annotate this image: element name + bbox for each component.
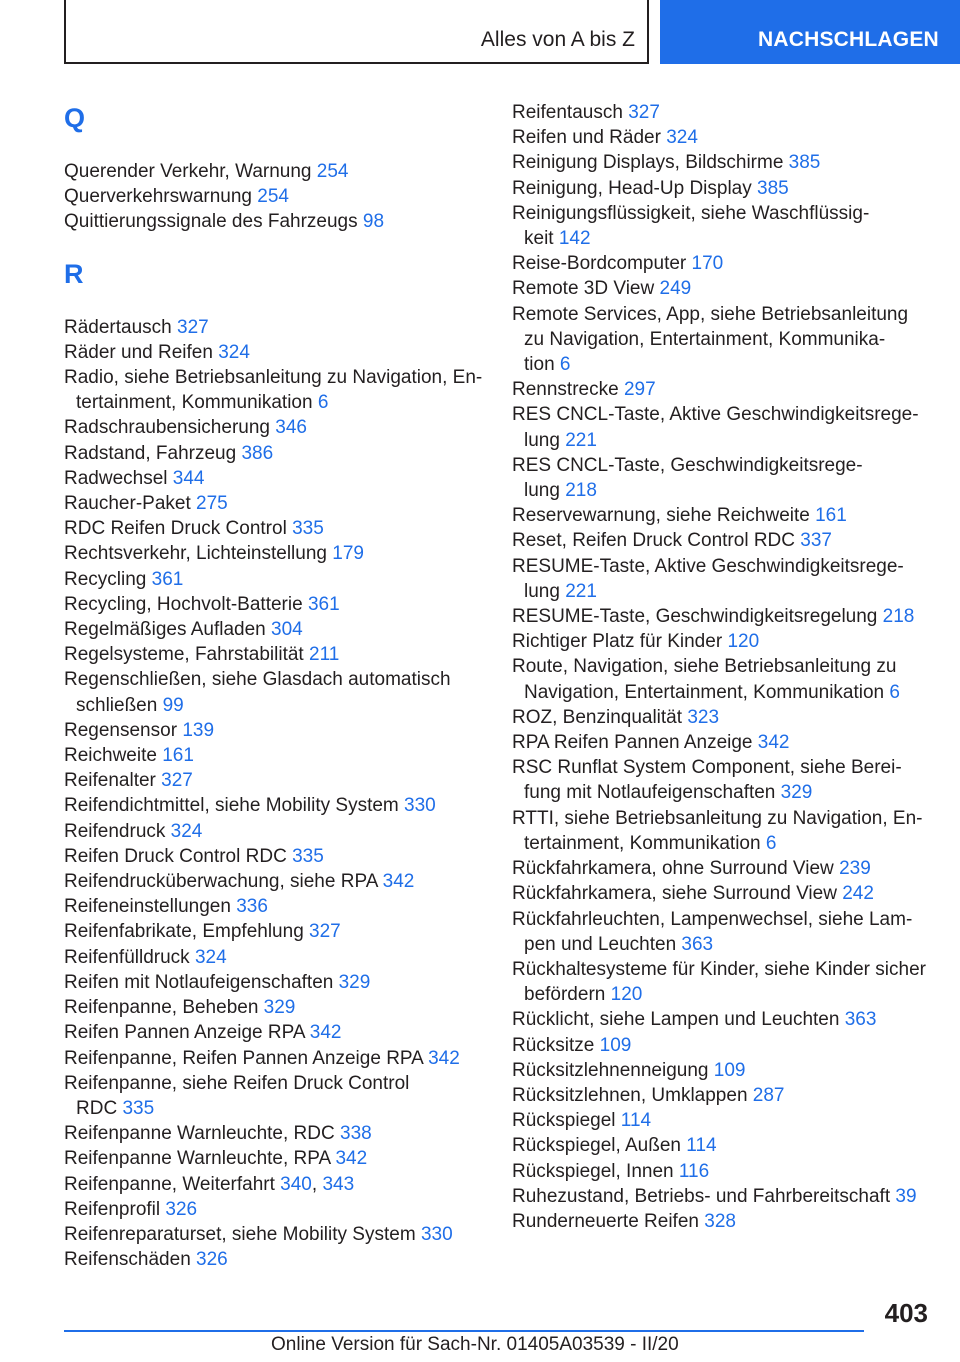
index-entry [64, 995, 484, 1020]
index-entry-term: Radschraubensicherung [64, 417, 270, 439]
index-entry-term: Querverkehrswarnung [64, 186, 252, 208]
page-reference-link[interactable]: 6 [889, 681, 900, 703]
page-reference-link[interactable]: 218 [882, 606, 915, 628]
index-entry [512, 302, 952, 378]
index-entry [512, 856, 952, 881]
index-entry-term: RDC Reifen Druck Control [64, 518, 287, 540]
index-entry-term-continuation: befördern [524, 984, 606, 1006]
index-entry [512, 907, 952, 957]
page-reference-link[interactable]: 330 [404, 795, 436, 817]
index-entry-term: Reifenpanne, Reifen Pannen Anzeige RPA [64, 1047, 423, 1069]
index-entry-term-continuation: RDC [76, 1097, 118, 1119]
index-letter-heading: Q [64, 103, 86, 133]
index-entry [512, 629, 952, 654]
index-entry [64, 340, 484, 365]
index-entry [64, 1046, 484, 1071]
index-letter-heading: R [64, 258, 84, 289]
index-entry [64, 667, 484, 717]
index-entry [64, 592, 484, 617]
index-entry-term: Reifen und Räder [512, 127, 661, 149]
page-reference-link[interactable]: 139 [182, 719, 215, 741]
index-entry [64, 793, 484, 818]
index-entry-term: Räder und Reifen [64, 341, 213, 363]
index-entry-term: Rückspiegel [512, 1110, 616, 1132]
index-entry-term: ROZ, Benzinqualität [512, 706, 683, 728]
page-reference-link[interactable]: 327 [161, 770, 193, 792]
index-entry-term: Rennstrecke [512, 379, 619, 401]
index-entry [512, 654, 952, 704]
index-entry-term-continuation: Navigation, Entertainment, Kommunikation [524, 681, 885, 703]
page-reference-link[interactable]: 109 [599, 1034, 632, 1056]
index-entry [64, 869, 484, 894]
index-entry-term: Reifenschäden [64, 1249, 191, 1271]
index-entry-term: Regelmäßiges Aufladen [64, 619, 266, 641]
index-entry-term: Rädertausch [64, 316, 172, 338]
page-reference-link[interactable]: 324 [194, 946, 227, 968]
page-reference-link[interactable]: 326 [165, 1198, 198, 1220]
index-entry-term-continuation: tertainment, Kommunikation [76, 392, 313, 414]
page-reference-link[interactable]: 335 [292, 518, 324, 540]
index-entry-term: Raucher-Paket [64, 493, 191, 515]
index-entry [64, 415, 484, 440]
page-reference-link[interactable]: 114 [686, 1135, 717, 1157]
index-entry-term: Reifenfabrikate, Empfehlung [64, 921, 304, 943]
index-entry [512, 755, 952, 805]
index-entry-term: RSC Runflat System Component, siehe Berei- [512, 757, 902, 779]
page-reference-link[interactable]: 327 [309, 921, 341, 943]
index-entry-term: RTTI, siehe Betriebsanleitung zu Navigation, En- [512, 807, 923, 829]
index-entry-term: RESUME-Taste, Aktive Geschwindigkeitsrege- [512, 555, 904, 577]
index-entry [64, 844, 484, 869]
index-entry [512, 503, 952, 528]
index-entry-term: Rückhaltesysteme für Kinder, siehe Kinder sicher [512, 958, 926, 980]
section-tab[interactable] [660, 0, 960, 64]
page-reference-link[interactable]: 120 [727, 631, 760, 653]
index-entry-term: Runderneuerte Reifen [512, 1210, 699, 1232]
index-entry [64, 516, 484, 541]
index-entry [64, 617, 484, 642]
page-reference-link[interactable]: 342 [757, 732, 790, 754]
index-entry-term-continuation: tion [524, 354, 555, 376]
page-reference-link[interactable]: 170 [691, 253, 724, 275]
index-entry-term: Reifendruck [64, 820, 166, 842]
index-entry-term-continuation: lung [524, 429, 560, 451]
page-reference-link[interactable]: 120 [610, 984, 643, 1006]
index-entry-term: Reifenreparaturset, siehe Mobility System [64, 1223, 416, 1245]
footer-online-version: Online Version für Sach-Nr. 01405A03539 - II/20 [271, 1334, 679, 1355]
section-title: Alles von A bis Z [480, 28, 635, 51]
page-reference-link[interactable]: 342 [428, 1047, 460, 1069]
index-entry [64, 1247, 484, 1272]
page-reference-link[interactable]: 161 [815, 505, 847, 527]
index-entry [64, 159, 484, 184]
page-reference-link[interactable]: 329 [338, 971, 371, 993]
index-column-left [64, 100, 484, 1272]
index-entry [64, 441, 484, 466]
index-entry-term: Ruhezustand, Betriebs- und Fahrbereitschaft [512, 1185, 891, 1207]
page-reference-link[interactable]: 324 [170, 820, 203, 842]
index-entry [512, 1108, 952, 1133]
index-entry [512, 377, 952, 402]
page-reference-link[interactable]: 304 [271, 619, 303, 641]
index-entry-term: RES CNCL-Taste, Geschwindigkeitsrege- [512, 454, 863, 476]
page-reference-link[interactable]: 221 [565, 429, 597, 451]
page-reference-link[interactable]: 361 [307, 593, 340, 615]
index-entry [64, 819, 484, 844]
index-entry-term: Reinigung Displays, Bildschirme [512, 152, 784, 174]
index-entry [512, 1033, 952, 1058]
index-entry [64, 567, 484, 592]
index-entry [512, 730, 952, 755]
index-entry-term: Richtiger Platz für Kinder [512, 631, 723, 653]
index-entry-term-continuation: pen und Leuchten [524, 933, 677, 955]
index-entry-term: Recycling [64, 568, 147, 590]
index-entry-term: Reservewarnung, siehe Reichweite [512, 505, 810, 527]
index-entry-term: Reifenprofil [64, 1198, 161, 1220]
index-entry-term: Quittierungssignale des Fahrzeugs [64, 211, 358, 233]
index-entry [512, 806, 952, 856]
index-entry-term: Reset, Reifen Druck Control RDC [512, 530, 795, 552]
page-reference-link[interactable]: 324 [218, 341, 250, 363]
index-entry: Reifenpanne, Weiterfahrt 340, 343 [64, 1173, 355, 1195]
page-number: 403 [884, 1298, 928, 1328]
index-entry-list [64, 159, 484, 235]
index-entry [512, 705, 952, 730]
page-reference-link[interactable]: 6 [765, 832, 777, 854]
index-entry-term: Reifenpanne Warnleuchte, RDC [64, 1123, 335, 1145]
page-reference-link[interactable]: 249 [659, 278, 692, 300]
page-reference-link[interactable]: 221 [565, 580, 597, 602]
index-entry-term-continuation: lung [524, 580, 560, 602]
page-reference-link[interactable]: 287 [752, 1084, 785, 1106]
index-entry-term: Recycling, Hochvolt-Batterie [64, 593, 303, 615]
index-entry-term-continuation: schließen [76, 694, 158, 716]
page-reference-link[interactable]: 336 [236, 896, 268, 918]
page-reference-link[interactable]: 98 [362, 211, 385, 233]
page-reference-link[interactable]: 297 [623, 379, 656, 401]
index-entry [64, 209, 484, 234]
index-entry [512, 150, 952, 175]
index-entry [64, 1146, 484, 1171]
page-reference-link[interactable]: 99 [162, 694, 184, 716]
page-reference-link[interactable]: 361 [151, 568, 184, 590]
index-entry-term: Rücklicht, siehe Lampen und Leuchten [512, 1009, 840, 1031]
index-entry [512, 1159, 952, 1184]
page-reference-link[interactable]: 338 [340, 1123, 372, 1145]
index-entry [512, 100, 952, 125]
page-reference-link[interactable]: 161 [162, 745, 194, 767]
index-entry [512, 201, 952, 251]
index-entry-term: Reifentausch [512, 102, 623, 123]
index-entry [512, 554, 952, 604]
page-reference-link[interactable]: 328 [704, 1210, 736, 1232]
footer-divider [64, 1330, 864, 1332]
index-entry [64, 1071, 484, 1121]
index-entry [64, 1222, 484, 1247]
index-entry-term: Radstand, Fahrzeug [64, 442, 237, 464]
page-reference-link[interactable]: 324 [666, 127, 698, 149]
index-entry [64, 365, 484, 415]
index-entry [512, 957, 952, 1007]
page-reference-link[interactable]: 337 [800, 530, 832, 552]
page-reference-link[interactable]: 343 [322, 1173, 355, 1195]
index-entry-term: Rücksitzlehnen, Umklappen [512, 1084, 748, 1106]
page-reference-link[interactable]: 211 [309, 644, 340, 666]
index-entry [64, 541, 484, 566]
page-reference-link[interactable]: 254 [316, 161, 349, 182]
index-entry-term: Rücksitzlehnenneigung [512, 1059, 709, 1081]
page-reference-link[interactable]: 342 [335, 1148, 368, 1170]
index-entry-term: RES CNCL-Taste, Aktive Geschwindigkeitsrege- [512, 404, 919, 426]
index-entry-term: Rückfahrkamera, ohne Surround View [512, 858, 834, 880]
page-reference-link[interactable]: 346 [275, 417, 307, 439]
section-tab-label: NACHSCHLAGEN [758, 28, 939, 51]
page-reference-link[interactable]: 239 [839, 858, 871, 880]
index-entry-term: Regenschließen, siehe Glasdach automatisch [64, 669, 451, 691]
index-entry-term: Radio, siehe Betriebsanleitung zu Navigation, En- [64, 367, 483, 389]
index-entry [512, 1209, 952, 1234]
index-entry-term: Reifendrucküberwachung, siehe RPA [64, 871, 378, 893]
page-reference-link[interactable]: 342 [309, 1022, 342, 1044]
index-entry-term: Rückspiegel, Außen [512, 1135, 681, 1157]
page-reference-link[interactable]: 39 [895, 1185, 917, 1207]
page-reference-link[interactable]: 326 [196, 1249, 228, 1271]
index-entry-term: Remote Services, App, siehe Betriebsanleitung [512, 303, 909, 325]
index-entry [512, 125, 952, 150]
index-entry-term: Reinigungsflüssigkeit, siehe Waschflüssig- [512, 202, 870, 224]
index-entry [64, 184, 484, 209]
index-entry [512, 1058, 952, 1083]
page-reference-link[interactable]: 142 [558, 228, 591, 250]
index-entry-term: Querender Verkehr, Warnung [64, 161, 312, 182]
page-reference-link[interactable]: 242 [842, 883, 874, 905]
index-entry [64, 894, 484, 919]
index-column-right [512, 100, 952, 1234]
page-reference-link[interactable]: 335 [292, 845, 324, 867]
page-reference-link[interactable]: 116 [678, 1160, 710, 1182]
index-entry [64, 1121, 484, 1146]
index-entry [64, 1020, 484, 1045]
index-entry-term: Reifenpanne, Weiterfahrt [64, 1173, 275, 1195]
page-reference-link[interactable]: 109 [713, 1059, 746, 1081]
page-reference-link[interactable]: 6 [317, 392, 329, 414]
page-reference-link[interactable]: 342 [382, 871, 415, 893]
index-entry-term: Reifenalter [64, 770, 156, 792]
index-entry [512, 604, 952, 629]
index-entry [64, 945, 484, 970]
index-entry [64, 1197, 484, 1222]
index-entry-term: Rechtsverkehr, Lichteinstellung [64, 543, 327, 565]
page-reference-link[interactable]: 329 [780, 782, 813, 804]
index-entry-term: Reifen Pannen Anzeige RPA [64, 1022, 305, 1044]
page-reference-link[interactable]: 179 [332, 543, 364, 565]
page-reference-link[interactable]: 254 [257, 186, 289, 208]
index-entry-term: Rückspiegel, Innen [512, 1160, 674, 1182]
index-entry-term: Reifen mit Notlaufeigenschaften [64, 971, 334, 993]
page-reference-link[interactable]: 218 [565, 480, 597, 502]
index-entry-term: RESUME-Taste, Geschwindigkeitsregelung [512, 606, 878, 628]
index-entry-term: Reifenfülldruck [64, 946, 190, 968]
index-entry-term: Reifenpanne Warnleuchte, RPA [64, 1148, 331, 1170]
index-entry [512, 528, 952, 553]
index-entry [64, 466, 484, 491]
page-reference-link[interactable]: 340 [280, 1173, 312, 1195]
index-entry-term-continuation: lung [524, 480, 560, 502]
page-reference-link[interactable]: 330 [420, 1223, 453, 1245]
index-entry [512, 176, 952, 201]
index-entry [512, 1007, 952, 1032]
index-entry-term-continuation: fung mit Notlaufeigenschaften [524, 782, 776, 804]
index-entry [64, 743, 484, 768]
index-entry-term: Reichweite [64, 745, 157, 767]
index-entry [512, 1083, 952, 1108]
page-reference-link[interactable]: 385 [788, 152, 821, 174]
index-entry-term: Rückfahrleuchten, Lampenwechsel, siehe Lam- [512, 908, 913, 930]
page-reference-link[interactable]: 363 [681, 933, 714, 955]
index-entry [64, 642, 484, 667]
page-reference-link[interactable]: 335 [122, 1097, 155, 1119]
index-entry [64, 970, 484, 995]
index-entry-term: Reifendichtmittel, siehe Mobility System [64, 795, 399, 817]
index-entry-term: Reifen Druck Control RDC [64, 845, 287, 867]
index-entry [512, 251, 952, 276]
page-reference-link[interactable]: 6 [559, 354, 571, 376]
index-entry-term: Rücksitze [512, 1034, 595, 1056]
index-entry-term: Regensensor [64, 719, 178, 741]
index-entry-term: Reifeneinstellungen [64, 896, 231, 918]
index-entry [512, 1184, 952, 1209]
index-entry [512, 881, 952, 906]
page-reference-link[interactable]: 323 [687, 706, 720, 728]
index-entry [64, 491, 484, 516]
index-entry-term: Reifenpanne, siehe Reifen Druck Control [64, 1072, 410, 1094]
page-reference-link[interactable]: 114 [620, 1110, 652, 1132]
index-entry [512, 453, 952, 503]
index-entry [64, 768, 484, 793]
page-reference-link[interactable]: 329 [263, 997, 296, 1019]
index-entry [512, 402, 952, 452]
index-entry-term: Reise-Bordcomputer [512, 253, 687, 275]
index-entry-term: Reinigung, Head-Up Display [512, 177, 752, 199]
header-section-box [64, 0, 649, 64]
page-reference-link[interactable]: 386 [241, 442, 274, 464]
index-entry-term-continuation: tertainment, Kommunikation [524, 832, 761, 854]
page-reference-link[interactable]: 363 [844, 1009, 877, 1031]
index-entry [64, 315, 484, 340]
index-entry-term-continuation: keit [524, 228, 554, 250]
index-entry-list [64, 315, 484, 1273]
page-reference-link[interactable]: 344 [172, 467, 205, 489]
page-reference-link[interactable]: 385 [757, 177, 789, 199]
page-reference-link[interactable]: 327 [628, 102, 660, 123]
index-entry-term: Regelsysteme, Fahrstabilität [64, 644, 304, 666]
index-entry-term: RPA Reifen Pannen Anzeige [512, 732, 753, 754]
index-entry-term: Rückfahrkamera, siehe Surround View [512, 883, 837, 905]
index-entry-term: Reifenpanne, Beheben [64, 997, 259, 1019]
index-entry-list [512, 100, 952, 1234]
index-entry-term-continuation: zu Navigation, Entertainment, Kommunika- [524, 328, 886, 350]
index-entry-term: Route, Navigation, siehe Betriebsanleitung zu [512, 656, 897, 678]
page-reference-link[interactable]: 275 [196, 493, 228, 515]
page-reference-link[interactable]: 327 [177, 316, 209, 338]
index-entry [512, 276, 952, 301]
index-entry [64, 919, 484, 944]
index-entry-term: Remote 3D View [512, 278, 655, 300]
index-entry-term: Radwechsel [64, 467, 168, 489]
index-entry [512, 1133, 952, 1158]
index-entry [64, 718, 484, 743]
